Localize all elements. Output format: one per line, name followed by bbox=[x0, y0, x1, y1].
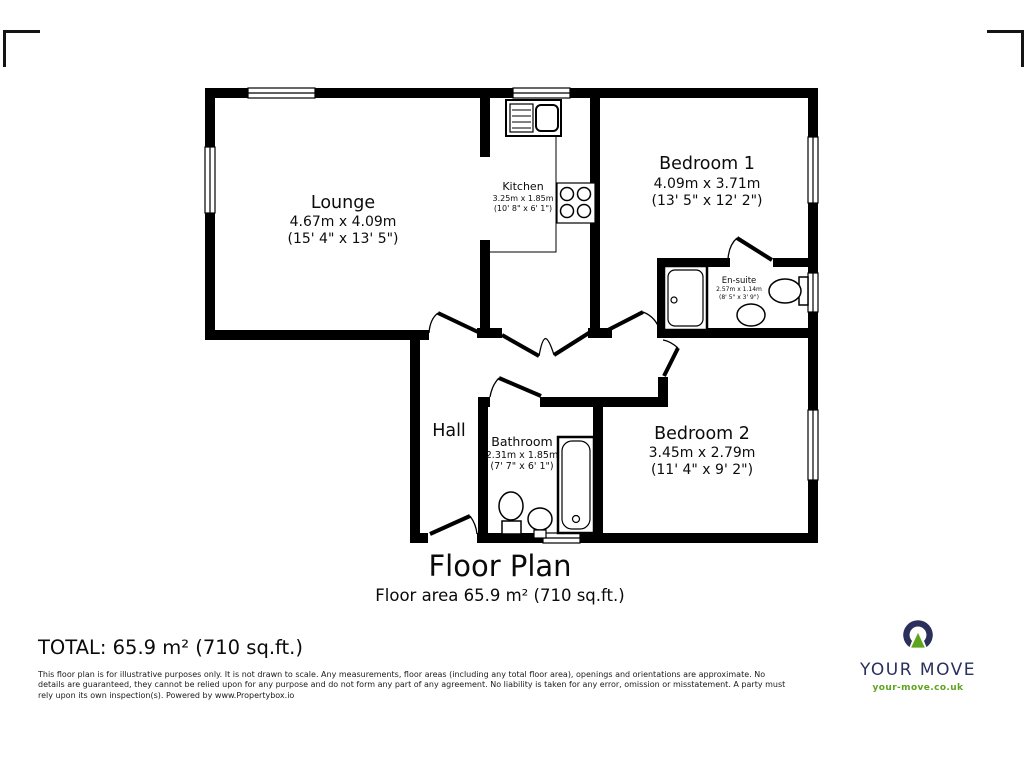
logo-triangle-icon bbox=[911, 633, 925, 648]
bathroom-metric: 2.31m x 1.85m bbox=[485, 450, 559, 461]
kitchen-metric: 3.25m x 1.85m bbox=[492, 194, 554, 203]
disclaimer-text bbox=[38, 670, 838, 701]
bathroom-bathtub-symbol bbox=[558, 437, 594, 533]
disclaimer-line-3: rely upon its own inspection(s). Powered by www.Propertybox.io bbox=[38, 690, 295, 700]
bedroom1-metric: 4.09m x 3.71m bbox=[653, 176, 761, 192]
door-bedroom1 bbox=[608, 312, 660, 331]
window-bedroom1-right bbox=[808, 137, 818, 203]
lounge-imperial: (15' 4" x 13' 5") bbox=[287, 231, 399, 247]
bedroom2-metric: 3.45m x 2.79m bbox=[648, 445, 756, 461]
page-title: Floor Plan bbox=[428, 549, 572, 583]
ensuite-basin-symbol bbox=[737, 304, 765, 326]
window-lounge-left bbox=[205, 147, 215, 213]
your-move-logo bbox=[853, 616, 983, 693]
total-area-line: TOTAL: 65.9 m² (710 sq.ft.) bbox=[38, 636, 303, 659]
disclaimer-line-1: This floor plan is for illustrative purposes only. It is not drawn to scale. Any measurements, floor areas (including any total floor area), openings and orientations are approximate. No bbox=[38, 670, 766, 679]
bedroom1-label: Bedroom 1 bbox=[659, 154, 755, 174]
bedroom1-imperial: (13' 5" x 12' 2") bbox=[651, 193, 763, 209]
fixtures bbox=[490, 100, 808, 538]
ensuite-imperial: (8' 5" x 3' 9") bbox=[719, 294, 759, 301]
window-lounge-top bbox=[248, 88, 315, 98]
door-lounge bbox=[429, 313, 478, 333]
door-ensuite bbox=[728, 238, 772, 260]
bathroom-toilet-symbol bbox=[499, 492, 523, 534]
kitchen-imperial: (10' 8" x 6' 1") bbox=[493, 204, 553, 213]
logo-brand-name: YOUR MOVE bbox=[859, 660, 977, 680]
bathroom-label: Bathroom bbox=[491, 434, 553, 449]
ensuite-shower-symbol bbox=[664, 266, 707, 330]
floor-area-subtitle: Floor area 65.9 m² (710 sq.ft.) bbox=[375, 586, 625, 605]
lounge-label: Lounge bbox=[310, 193, 376, 213]
kitchen-label: Kitchen bbox=[502, 180, 544, 193]
logo-website: your-move.co.uk bbox=[872, 683, 964, 693]
window-bedroom2-right bbox=[808, 410, 818, 480]
lounge-metric: 4.67m x 4.09m bbox=[289, 214, 397, 230]
door-bedroom2 bbox=[663, 340, 678, 376]
door-kitchen-double bbox=[502, 331, 592, 356]
ensuite-metric: 2.57m x 1.14m bbox=[716, 286, 762, 293]
ensuite-toilet-symbol bbox=[769, 277, 808, 305]
hall-label: Hall bbox=[432, 421, 466, 441]
bedroom2-imperial: (11' 4" x 9' 2") bbox=[650, 462, 754, 478]
kitchen-hob-symbol bbox=[557, 183, 595, 223]
window-bathroom-bottom bbox=[543, 533, 580, 543]
kitchen-sink-symbol bbox=[506, 100, 561, 136]
bathroom-imperial: (7' 7" x 6' 1") bbox=[490, 461, 554, 472]
door-bathroom bbox=[490, 378, 541, 397]
door-front-entrance bbox=[430, 516, 477, 534]
ensuite-label: En-suite bbox=[721, 276, 757, 286]
window-kitchen-top bbox=[513, 88, 570, 98]
your-move-horseshoe-icon bbox=[899, 616, 937, 654]
window-ensuite-right bbox=[808, 273, 818, 312]
bedroom2-label: Bedroom 2 bbox=[654, 424, 750, 444]
disclaimer-line-2: details are guaranteed, they cannot be relied upon for any purpose and do not form any part of any agreement. No liability is taken for any error, omission or misstatement. A party must bbox=[38, 680, 786, 690]
